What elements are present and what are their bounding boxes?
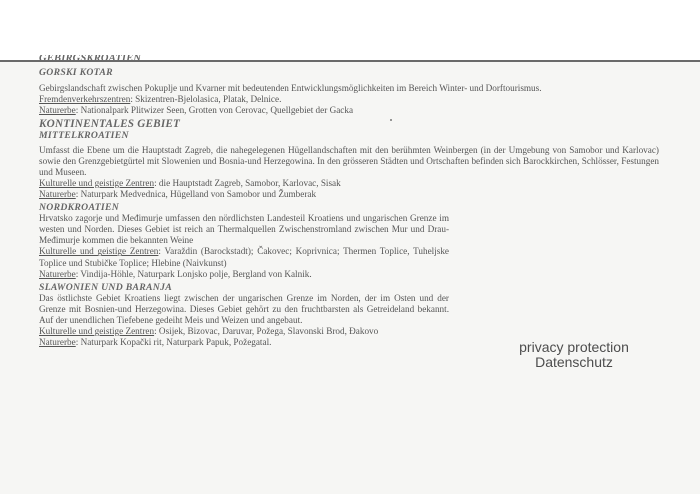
speck bbox=[390, 119, 392, 121]
nordkroatien-text: Hrvatsko zagorje und Međimurje umfassen den nördlichsten Landesteil Kroatiens und ungarischen Grenze im westen und Norden. Dieses Gebiet ist reich an Thermalquellen Zwischenstromland zwischen Mur und Drau-Međimurje kommen die bekannten Weine bbox=[39, 213, 449, 246]
slawonien-kultur: Kulturelle und geistige Zentren: Osijek, Bizovac, Daruvar, Požega, Slavonski Brod, Đakovo bbox=[39, 326, 379, 337]
slawonien-naturerbe: Naturerbe: Naturpark Kopački rit, Naturpark Papuk, Požegatal. bbox=[39, 337, 272, 348]
mittelkroatien-naturerbe: Naturerbe: Naturpark Medvednica, Hügelland von Samobor und Žumberak bbox=[39, 188, 317, 199]
subheading-nordkroatien: NORDKROATIEN bbox=[39, 202, 120, 214]
nordkroatien-naturerbe: Naturerbe: Vindija-Höhle, Naturpark Lonjsko polje, Bergland von Kalnik. bbox=[39, 268, 312, 279]
top-rule bbox=[0, 60, 700, 62]
label-fremdenverkehrszentren: Fremdenverkehrszentren bbox=[39, 94, 131, 105]
label-naturerbe: Naturerbe bbox=[39, 268, 76, 279]
mittelkroatien-kultur: Kulturelle und geistige Zentren: die Hauptstadt Zagreb, Samobor, Karlovac, Sisak bbox=[39, 177, 341, 188]
mittelkroatien-text: Umfasst die Ebene um die Hauptstadt Zagreb, die nahegelegenen Hügellandschaften mit den berühmten Weinbergen (in der Umgebung von Samobor und Karlovac) sowie den Grenzgebietgürtel mit Slowenien und Bosnia-und Herzegowina. In den grösseren Städten und Ortschaften befinden sich Barockkirchen, Schlösser, Festungen und Museen. bbox=[39, 144, 659, 177]
subheading-slawonien: SLAWONIEN UND BARANJA bbox=[39, 281, 172, 293]
watermark-line-1: privacy protection bbox=[519, 339, 629, 355]
text-block bbox=[39, 55, 659, 348]
heading-kontinentales-gebiet: KONTINENTALES GEBIET bbox=[39, 118, 181, 131]
subheading-gorski-kotar: GORSKI KOTAR bbox=[39, 67, 113, 78]
label-kulturelle-zentren: Kulturelle und geistige Zentren bbox=[39, 326, 155, 337]
label-naturerbe: Naturerbe bbox=[39, 105, 76, 116]
gorski-kotar-text: Gebirgslandschaft zwischen Pokuplje und Kvarner mit bedeutenden Entwicklungsmöglichkeiten im Bereich Winter- und Dorftourismus. bbox=[39, 83, 542, 94]
label-naturerbe: Naturerbe bbox=[39, 337, 76, 348]
nordkroatien-kultur: Kulturelle und geistige Zentren: Varaždin (Barockstadt); Čakovec; Koprivnica; Thermen Toplice, Tuheljske Toplice und Stubičke Toplice; Hlebine (Naivkunst) bbox=[39, 246, 449, 268]
slawonien-text: Das östlichste Gebiet Kroatiens liegt zwischen der ungarischen Grenze im Norden, der im Osten und der Grenze mit Bosnien-und Herzegowina. Dieses Gebiet gehört zu den fruchtbarsten als Getreideland bekannt. Auf der unendlichen Tiefebene gedeiht Meis und Weizen und angebaut. bbox=[39, 292, 449, 325]
top-blank-band bbox=[0, 0, 700, 61]
label-naturerbe: Naturerbe bbox=[39, 188, 76, 199]
gorski-kotar-tourism: Fremdenverkehrszentren: Skizentren-Bjelolasica, Platak, Delnice. bbox=[39, 94, 282, 105]
privacy-watermark bbox=[499, 340, 649, 370]
label-kulturelle-zentren: Kulturelle und geistige Zentren bbox=[39, 246, 159, 257]
subheading-mittelkroatien: MITTELKROATIEN bbox=[39, 130, 129, 142]
gorski-kotar-naturerbe: Naturerbe: Nationalpark Plitwizer Seen, Grotten von Cerovac, Quellgebiet der Gacka bbox=[39, 105, 354, 116]
label-kulturelle-zentren: Kulturelle und geistige Zentren bbox=[39, 177, 155, 188]
watermark-line-2: Datenschutz bbox=[535, 354, 613, 370]
